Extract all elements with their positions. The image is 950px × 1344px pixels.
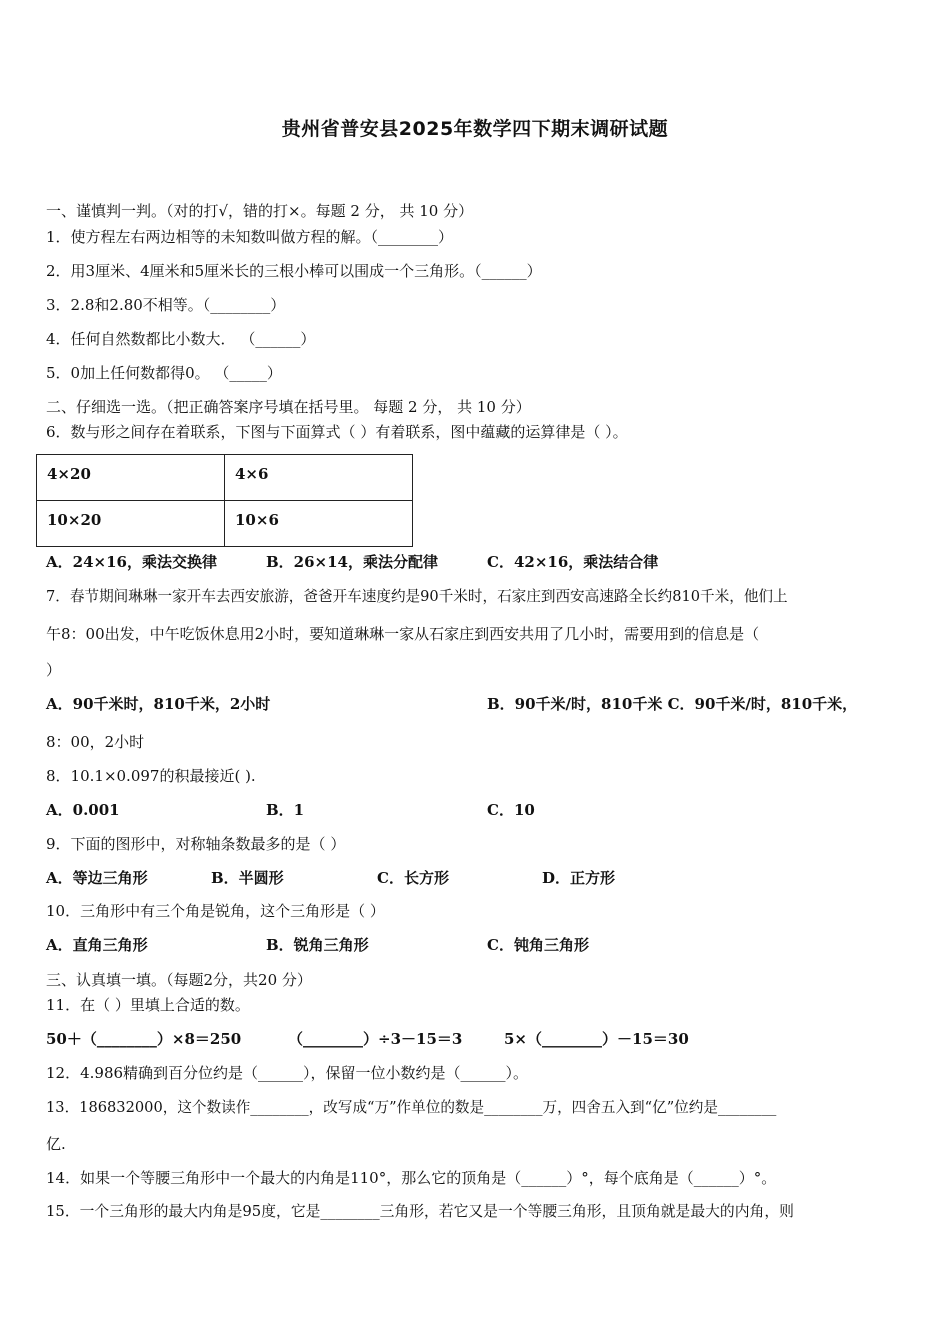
question-7-line-1: 7．春节期间琳琳一家开车去西安旅游，爸爸开车速度约是90千米时，石家庄到西安高速路全长约810千米，他们上	[46, 588, 788, 605]
question-6-option-a: A．24×16，乘法交换律	[46, 553, 217, 571]
question-9-option-c: C．长方形	[377, 869, 449, 887]
question-10-option-b: B．锐角三角形	[266, 936, 369, 954]
question-9-option-b: B．半圆形	[211, 869, 284, 887]
page-title: 贵州省普安县2025年数学四下期末调研试题	[281, 118, 669, 140]
question-1: 1．使方程左右两边相等的未知数叫做方程的解。（________）	[46, 228, 454, 246]
question-6-option-b: B．26×14，乘法分配律	[266, 553, 438, 571]
question-5: 5．0加上任何数都得0。 （_____）	[46, 364, 282, 382]
section-3-header: 三、认真填一填。（每题2分，共20 分）	[46, 971, 312, 989]
question-3: 3．2.8和2.80不相等。（________）	[46, 296, 286, 314]
question-13-line-2: 亿.	[46, 1135, 66, 1153]
question-7-option-bc: B．90千米/时，810千米 C．90千米/时，810千米，	[487, 695, 858, 713]
question-6-option-c: C．42×16，乘法结合律	[487, 553, 659, 571]
question-4: 4．任何自然数都比小数大． （______）	[46, 330, 316, 348]
question-8-option-a: A．0.001	[46, 801, 120, 819]
question-11-item-3: 5×（________）－15＝30	[504, 1030, 689, 1048]
question-7-line-3: ）	[46, 661, 62, 679]
question-8-option-c: C．10	[487, 801, 535, 819]
question-11: 11．在（ ）里填上合适的数。	[46, 996, 250, 1014]
question-15: 15．一个三角形的最大内角是95度，它是________三角形，若它又是一个等腰三角形，且顶角就是最大的内角，则	[46, 1203, 794, 1220]
question-9-option-d: D．正方形	[542, 869, 616, 887]
section-1-header: 一、谨慎判一判。（对的打√，错的打×。每题 2 分， 共 10 分）	[46, 202, 474, 220]
question-7-option-a: A．90千米时，810千米，2小时	[46, 695, 271, 713]
question-13-line-1: 13．186832000，这个数读作________，改写成“万”作单位的数是________万，四舍五入到“亿”位约是________	[46, 1099, 777, 1116]
section-2-header: 二、仔细选一选。（把正确答案序号填在括号里。 每题 2 分， 共 10 分）	[46, 398, 531, 416]
question-6: 6．数与形之间存在着联系，下图与下面算式（ ）有着联系，图中蕴藏的运算律是（ ）。	[46, 423, 628, 441]
question-14: 14．如果一个等腰三角形中一个最大的内角是110°，那么它的顶角是（______）°，每个底角是（______）°。	[46, 1169, 777, 1187]
table-cell: 4×20	[37, 455, 225, 501]
question-10: 10．三角形中有三个角是锐角，这个三角形是（ ）	[46, 902, 385, 920]
question-11-item-2: （________）÷3－15＝3	[288, 1030, 463, 1048]
question-8: 8．10.1×0.097的积最接近( ).	[46, 767, 256, 785]
question-12: 12．4.986精确到百分位约是（______），保留一位小数约是（______）。	[46, 1064, 529, 1082]
question-6-table	[36, 454, 413, 547]
table-cell: 10×6	[225, 501, 413, 547]
question-9: 9．下面的图形中，对称轴条数最多的是（ ）	[46, 835, 346, 853]
question-2: 2．用3厘米、4厘米和5厘米长的三根小棒可以围成一个三角形。（______）	[46, 262, 542, 280]
question-9-option-a: A．等边三角形	[46, 869, 148, 887]
question-10-option-c: C．钝角三角形	[487, 936, 589, 954]
question-7-line-4: 8：00，2小时	[46, 733, 145, 751]
question-11-item-1: 50＋（________）×8＝250	[46, 1030, 242, 1048]
table-row	[37, 455, 413, 501]
table-cell: 10×20	[37, 501, 225, 547]
question-10-option-a: A．直角三角形	[46, 936, 148, 954]
question-8-option-b: B．1	[266, 801, 305, 819]
question-7-line-2: 午8：00出发，中午吃饭休息用2小时，要知道琳琳一家从石家庄到西安共用了几小时，需要用到的信息是（	[46, 625, 760, 643]
table-cell: 4×6	[225, 455, 413, 501]
table-row	[37, 501, 413, 547]
